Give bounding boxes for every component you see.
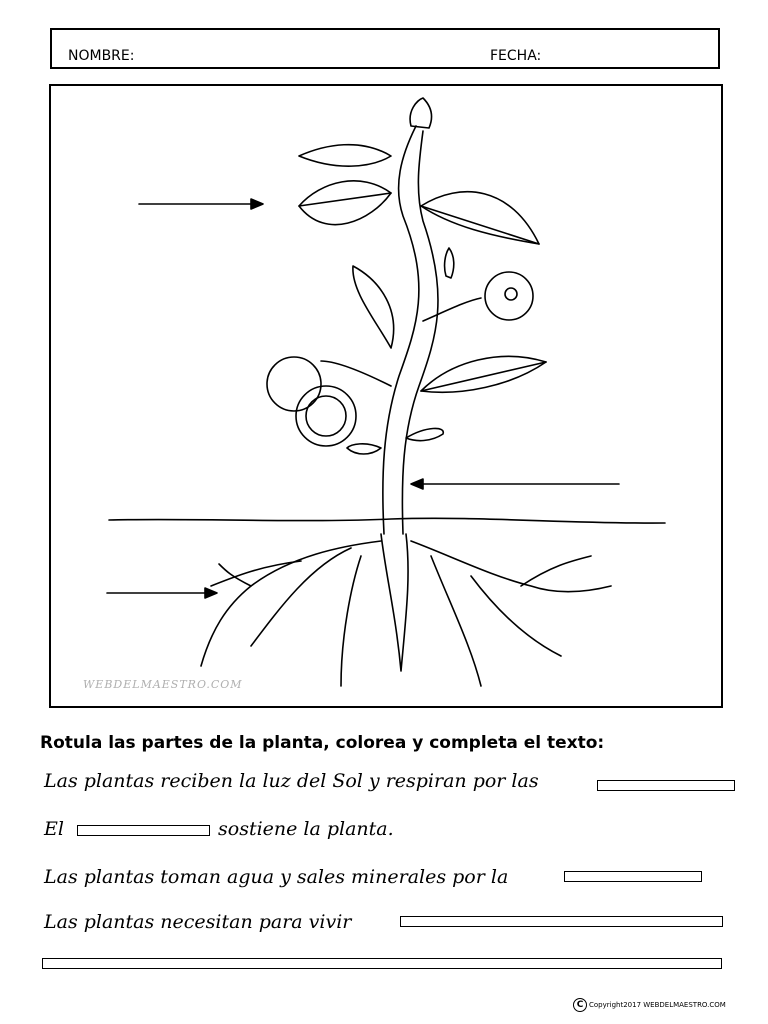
sentence-2-start: El xyxy=(44,818,64,840)
plant-drawing xyxy=(51,86,721,706)
leaf-small-left xyxy=(347,444,381,454)
leaf-small-right xyxy=(406,428,443,440)
flower xyxy=(485,272,533,320)
flower-bud xyxy=(445,248,454,278)
stem xyxy=(383,126,419,534)
root-right xyxy=(411,541,611,592)
leaf-mid-left xyxy=(353,266,394,348)
sentence-3: Las plantas toman agua y sales minerales por la xyxy=(44,866,509,888)
answer-blank-1[interactable] xyxy=(597,780,735,791)
answer-blank-3[interactable] xyxy=(564,871,702,882)
tomato-whole xyxy=(267,357,321,411)
flower-stalk xyxy=(423,298,481,321)
sentence-2-end: sostiene la planta. xyxy=(218,818,394,840)
fruit-stalk xyxy=(321,361,391,386)
plant-illustration xyxy=(49,84,723,708)
instruction-text: Rotula las partes de la planta, colorea y completa el texto: xyxy=(40,733,605,753)
top-bud xyxy=(410,98,431,128)
date-label: FECHA: xyxy=(490,48,542,64)
sentence-1: Las plantas reciben la luz del Sol y respiran por las xyxy=(44,770,539,792)
answer-blank-4[interactable] xyxy=(400,916,723,927)
leaf-upper-right xyxy=(421,192,539,244)
watermark: WEBDELMAESTRO.COM xyxy=(83,678,243,691)
root-left xyxy=(201,541,381,666)
header-box xyxy=(50,28,720,69)
tap-root xyxy=(381,534,408,671)
name-label: NOMBRE: xyxy=(68,48,135,64)
ground-line xyxy=(109,518,665,523)
leaf-upper-left xyxy=(299,181,391,225)
sentence-4: Las plantas necesitan para vivir xyxy=(44,911,352,933)
leaf-top-left xyxy=(299,145,391,167)
tomato-cut xyxy=(296,386,356,446)
copyright-icon: C xyxy=(573,998,587,1012)
copyright-text: Copyright2017 WEBDELMAESTRO.COM xyxy=(589,1001,726,1009)
footer-copyright xyxy=(573,998,726,1012)
answer-blank-2[interactable] xyxy=(77,825,210,836)
answer-blank-5[interactable] xyxy=(42,958,722,969)
